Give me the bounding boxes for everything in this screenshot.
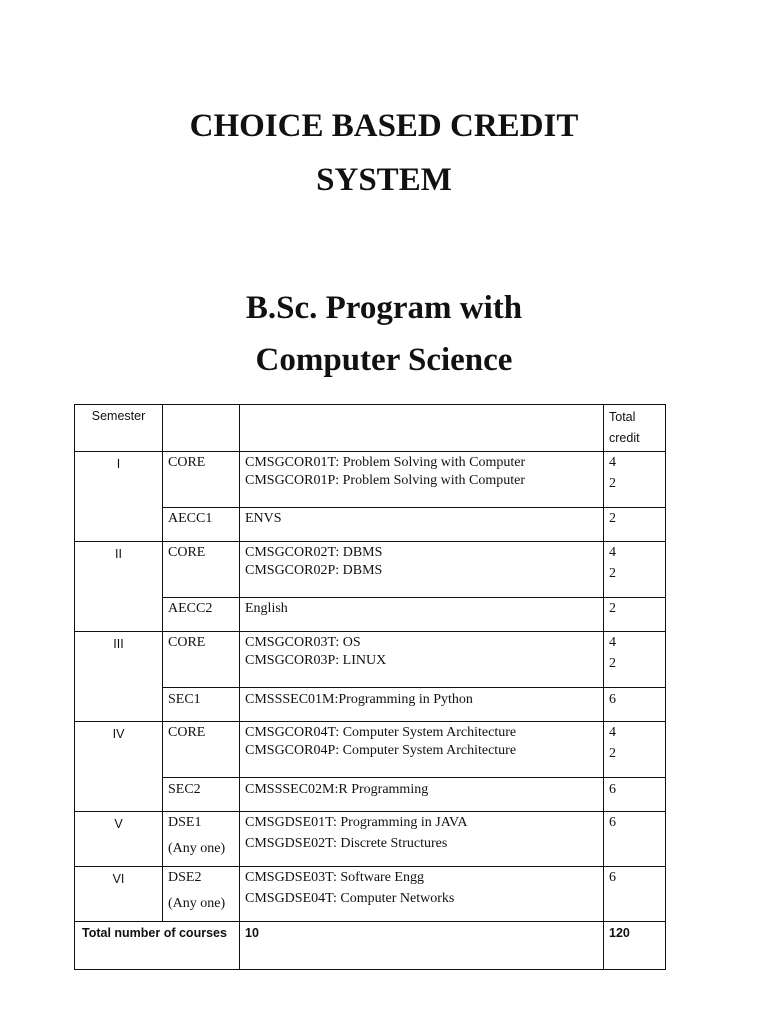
title-line-1: CHOICE BASED CREDIT [189, 108, 579, 144]
table-row [75, 867, 666, 922]
table-row [75, 508, 666, 542]
course-names [240, 542, 604, 598]
credit-value: 4 [609, 725, 616, 740]
course-name: CMSGDSE04T: Computer Networks [245, 891, 455, 906]
course-type-label: DSE2 [168, 870, 202, 885]
credits [604, 542, 666, 598]
header-total-credit [604, 405, 666, 452]
total-label: Total number of courses [75, 922, 240, 970]
course-type: CORE [163, 452, 240, 508]
table-row [75, 632, 666, 688]
course-type [163, 867, 240, 922]
table-row [75, 722, 666, 778]
table-row [75, 452, 666, 508]
semester-label: I [75, 452, 163, 542]
table-row [75, 688, 666, 722]
semester-label: II [75, 542, 163, 632]
any-one-note: (Any one) [168, 841, 226, 856]
credits [604, 452, 666, 508]
course-name: ENVS [240, 508, 604, 542]
course-name: CMSGCOR04P: Computer System Architecture [245, 743, 517, 758]
credit-value: 2 [609, 566, 616, 581]
header-semester: Semester [75, 405, 163, 452]
course-name: CMSGCOR03P: LINUX [245, 653, 387, 668]
course-name: CMSGCOR04T: Computer System Architecture [245, 725, 517, 740]
course-names [240, 722, 604, 778]
credit-value: 6 [604, 688, 666, 722]
subtitle-line-1: B.Sc. Program with [245, 290, 523, 326]
course-names [240, 452, 604, 508]
credits [604, 632, 666, 688]
credit-value: 4 [609, 455, 616, 470]
header-empty-type [163, 405, 240, 452]
header-empty-course [240, 405, 604, 452]
course-type: SEC1 [163, 688, 240, 722]
table-header-row [75, 405, 666, 452]
credit-value: 6 [604, 812, 666, 867]
course-names [240, 632, 604, 688]
course-name: English [240, 598, 604, 632]
course-type: SEC2 [163, 778, 240, 812]
course-type: AECC1 [163, 508, 240, 542]
course-name: CMSGCOR02P: DBMS [245, 563, 383, 578]
semester-label: IV [75, 722, 163, 812]
total-credit: 120 [604, 922, 666, 970]
credit-value: 6 [604, 778, 666, 812]
course-names [240, 867, 604, 922]
header-total-credit-line2: credit [609, 431, 640, 445]
credit-value: 6 [604, 867, 666, 922]
course-type: CORE [163, 722, 240, 778]
course-type-label: DSE1 [168, 815, 202, 830]
course-type [163, 812, 240, 867]
course-name: CMSGCOR03T: OS [245, 635, 361, 650]
course-names [240, 812, 604, 867]
course-name: CMSGCOR01T: Problem Solving with Computer [245, 455, 526, 470]
title-line-2: SYSTEM [316, 162, 452, 198]
total-courses: 10 [240, 922, 604, 970]
course-name: CMSGDSE01T: Programming in JAVA [245, 815, 468, 830]
course-type: AECC2 [163, 598, 240, 632]
course-name: CMSGCOR02T: DBMS [245, 545, 383, 560]
course-type: CORE [163, 632, 240, 688]
course-name: CMSGDSE02T: Discrete Structures [245, 836, 448, 851]
credit-value: 4 [609, 545, 616, 560]
credit-value: 4 [609, 635, 616, 650]
course-name: CMSGCOR01P: Problem Solving with Computer [245, 473, 526, 488]
table-row [75, 598, 666, 632]
course-structure-table [74, 404, 666, 970]
course-type: CORE [163, 542, 240, 598]
semester-label: III [75, 632, 163, 722]
header-total-credit-line1: Total [609, 410, 636, 424]
table-row [75, 778, 666, 812]
semester-label: VI [75, 867, 163, 922]
table-row [75, 542, 666, 598]
credit-value: 2 [609, 746, 616, 761]
any-one-note: (Any one) [168, 896, 226, 911]
table-row [75, 812, 666, 867]
credit-value: 2 [604, 598, 666, 632]
course-name: CMSSSEC02M:R Programming [240, 778, 604, 812]
credit-value: 2 [609, 656, 616, 671]
course-name: CMSGDSE03T: Software Engg [245, 870, 424, 885]
semester-label: V [75, 812, 163, 867]
course-name: CMSSSEC01M:Programming in Python [240, 688, 604, 722]
credit-value: 2 [609, 476, 616, 491]
total-row [75, 922, 666, 970]
credit-value: 2 [604, 508, 666, 542]
credits [604, 722, 666, 778]
subtitle-line-2: Computer Science [255, 342, 513, 378]
